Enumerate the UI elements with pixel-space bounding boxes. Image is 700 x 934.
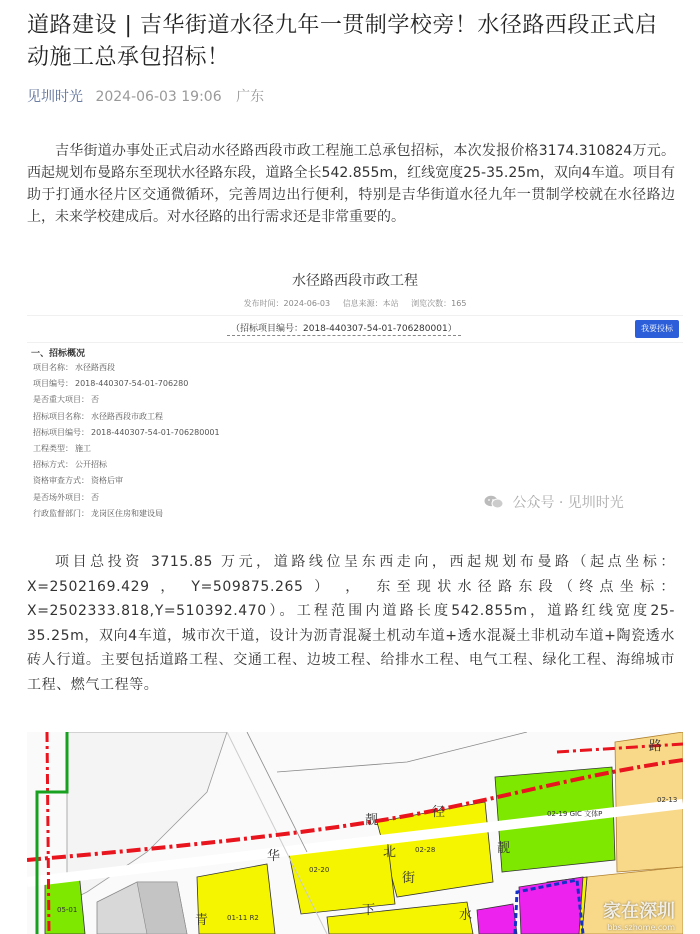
- tender-row-label: 是否重大项目：: [33, 395, 89, 405]
- tender-info-row: [33, 475, 123, 486]
- map-drawing: [27, 732, 683, 934]
- tender-row-value: 否: [91, 492, 99, 502]
- street-char: 青: [195, 913, 209, 928]
- plot-label: 02-19 GIC 文体P: [547, 810, 603, 818]
- tender-row-label: 行政监督部门：: [33, 508, 89, 518]
- street-char: 下: [362, 903, 376, 918]
- street-char: 华: [267, 849, 281, 864]
- divider: [27, 342, 683, 343]
- tender-info-row: [33, 427, 220, 438]
- tender-info-row: [33, 394, 99, 405]
- plot-label: 02-28: [415, 846, 436, 854]
- tender-code-link: （招标项目编号：2018-440307-54-01-706280001）: [227, 321, 461, 336]
- site-watermark: [603, 897, 675, 932]
- bid-button: 我要投标: [635, 320, 679, 338]
- tender-info-row: [33, 411, 163, 422]
- plot-label: 02-13: [657, 796, 678, 804]
- tender-row-label: 是否场外项目：: [33, 492, 89, 502]
- tender-row-label: 招标项目编号：: [33, 427, 89, 437]
- publish-location: 广东: [236, 89, 265, 105]
- planning-map: [27, 732, 683, 934]
- road-char: 径: [432, 805, 446, 820]
- author-link[interactable]: 见圳时光: [27, 89, 83, 105]
- tender-title: 水径路西段市政工程: [292, 273, 418, 289]
- tender-row-label: 招标方式：: [33, 460, 73, 470]
- wechat-icon: [484, 495, 504, 509]
- tender-row-label: 资格审查方式：: [33, 476, 89, 486]
- divider: [27, 315, 683, 316]
- street-char: 街: [402, 871, 416, 886]
- article-title: 道路建设 | 吉华街道水径九年一贯制学校旁！水径路西段正式启动施工总承包招标！: [27, 13, 658, 70]
- tender-row-value: 龙岗区住房和建设局: [91, 508, 163, 518]
- tender-row-value: 水径路西段市政工程: [91, 411, 163, 421]
- tender-source: 信息来源：本站: [342, 299, 399, 308]
- tender-info-row: [33, 459, 107, 470]
- road-char: 水: [459, 908, 473, 923]
- watermark-text: 公众号 · 见圳时光: [512, 495, 624, 511]
- plot-label: 02-20: [309, 866, 330, 874]
- tender-row-value: 公开招标: [75, 460, 107, 470]
- plot-label: 05-01: [57, 906, 78, 914]
- street-char: 靓: [365, 813, 379, 828]
- tender-publish-date: 发布时间：2024-06-03: [243, 299, 331, 308]
- tender-info-row: [33, 362, 115, 373]
- tender-row-value: 资格后审: [91, 476, 123, 486]
- detail-paragraph: 项目总投资 3715.85 万元，道路线位呈东西走向，西起规划布曼路（起点坐标：X=2502169.429 ， Y=509875.265 ） ， 东至现状水径路东段（终点坐标：X=2502333.818,Y=510392.470）。工程范围内道路长度542.855m，道路红线宽度25-35.25m，双向4车道，城市次干道，设计为沥青混凝土机动车道+透水混凝土非机动车道+陶瓷透水砖人行道。主要包括道路工程、交通工程、边坡工程、给排水工程、电气工程、绿化工程、海绵城市工程、燃气工程等。: [27, 554, 675, 693]
- tender-info-row: [33, 378, 188, 389]
- tender-row-label: 项目编号：: [33, 379, 73, 389]
- tender-info-row: [33, 443, 91, 454]
- tender-section-heading: 一、招标概况: [31, 349, 86, 359]
- tender-row-value: 2018-440307-54-01-706280: [75, 379, 189, 389]
- intro-paragraph: 吉华街道办事处正式启动水径路西段市政工程施工总承包招标，本次发报价格3174.310824万元。西起规划布曼路东至现状水径路东段，道路全长542.855m，红线宽度25-35.25m，双向4车道。项目有助于打通水径片区交通微循环，完善周边出行便利，特别是吉华街道水径九年一贯制学校就在水径路边上，未来学校建成后。对水径路的出行需求还是非常重要的。: [27, 143, 675, 225]
- tender-meta: [27, 298, 683, 309]
- tender-views: 浏览次数：165: [411, 299, 467, 308]
- tender-row-label: 工程类型：: [33, 444, 73, 453]
- svg-text:靓: 靓: [497, 841, 511, 856]
- article-meta: [27, 86, 264, 106]
- wechat-watermark: [484, 492, 624, 512]
- publish-datetime: 2024-06-03 19:06: [95, 89, 222, 105]
- tender-row-value: 否: [91, 395, 99, 405]
- plot-label: 01-11 R2: [227, 914, 259, 922]
- tender-row-value: 施工: [75, 444, 91, 453]
- site-watermark-text: 家在深圳: [603, 901, 675, 922]
- tender-info-row: [33, 492, 99, 503]
- street-char: 北: [383, 845, 397, 860]
- tender-row-value: 水径路西段: [75, 363, 115, 372]
- site-watermark-url: bbs.szhome.com: [607, 923, 675, 932]
- tender-row-value: 2018-440307-54-01-706280001: [91, 427, 220, 437]
- road-char: 路: [649, 739, 663, 754]
- tender-row-label: 招标项目名称：: [33, 411, 89, 421]
- tender-row-label: 项目名称：: [33, 363, 73, 372]
- tender-info-row: [33, 508, 163, 519]
